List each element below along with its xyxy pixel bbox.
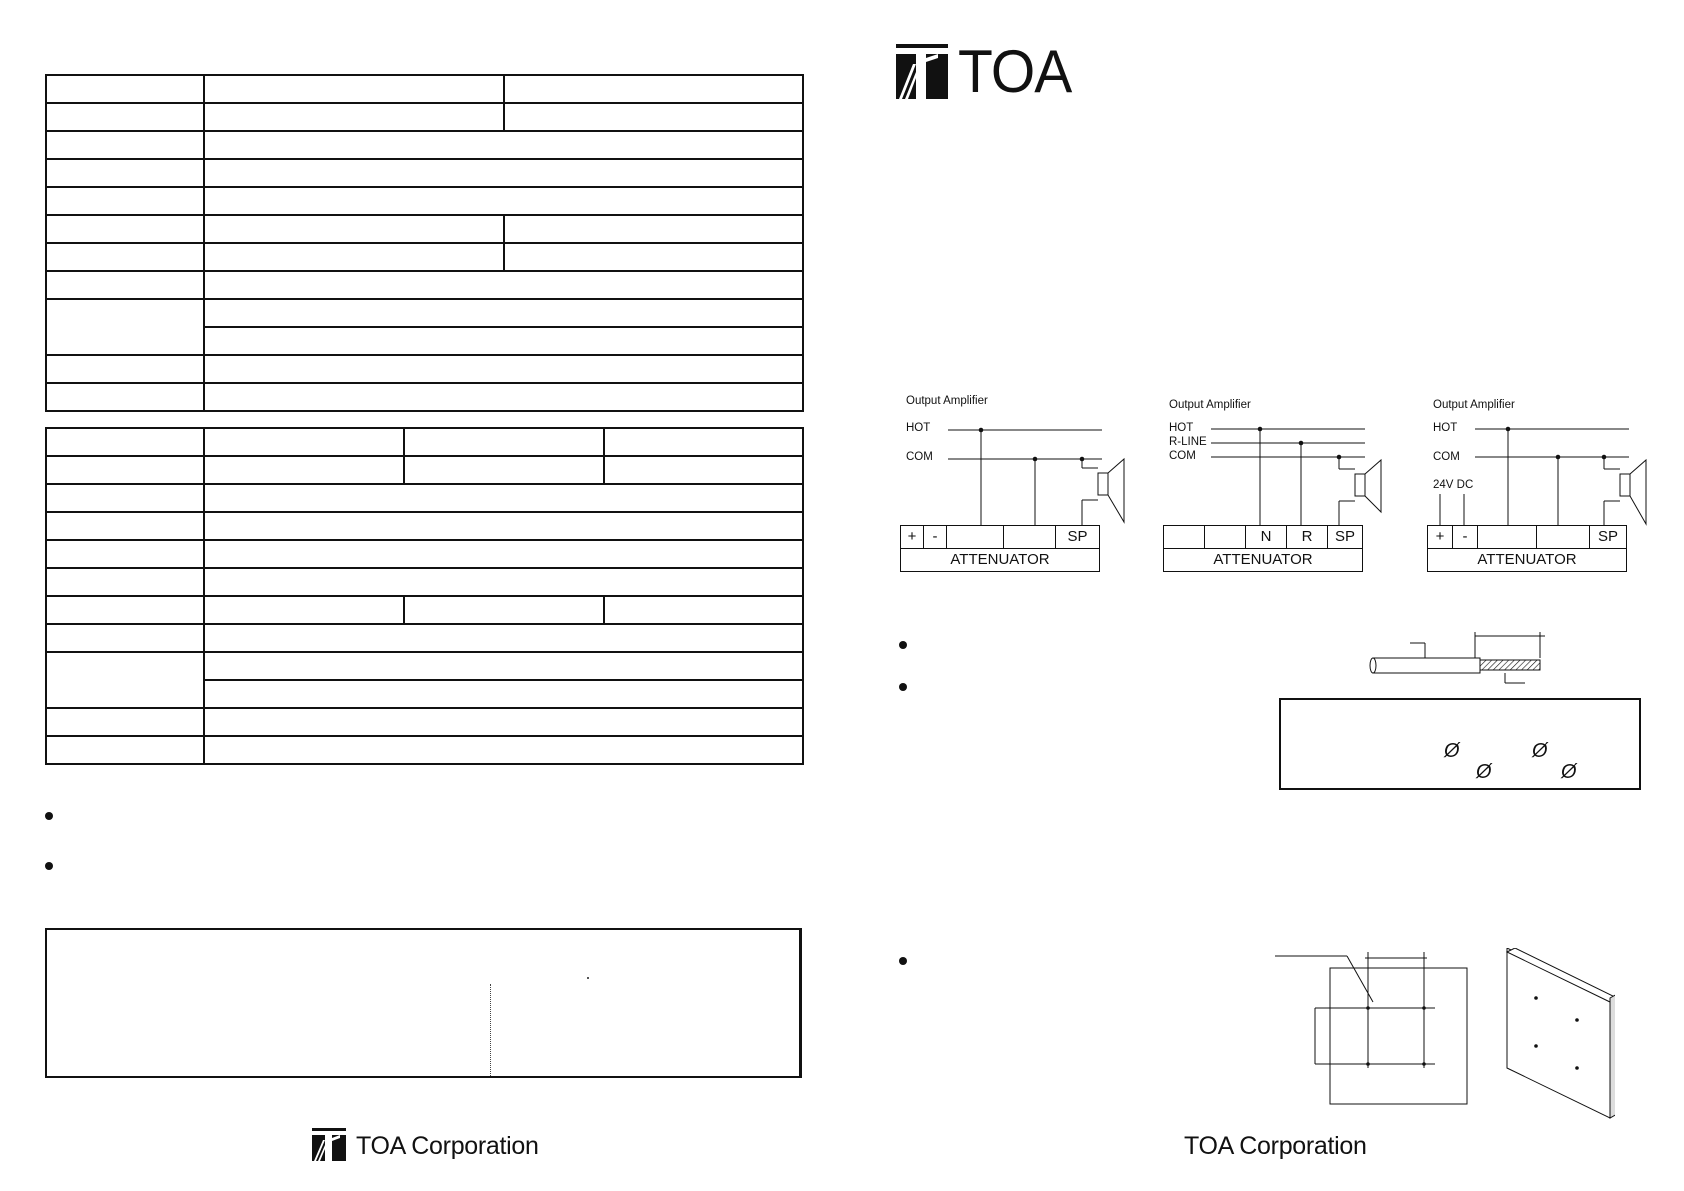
terminal: R [1287, 526, 1328, 548]
table-row [46, 215, 803, 243]
table-row [46, 103, 803, 131]
table-row [46, 596, 803, 624]
line-label: COM [1169, 450, 1196, 462]
table-row [46, 187, 803, 215]
attenuator-block [1427, 525, 1627, 570]
table-row [46, 708, 803, 736]
table-row [46, 484, 803, 512]
terminal: SP [1067, 528, 1088, 545]
screw-symbol: Ø [1444, 740, 1460, 762]
diagram-title: Output Amplifier [1169, 399, 1251, 411]
diagram-title: Output Amplifier [906, 395, 988, 407]
line-label: 24V DC [1433, 479, 1474, 491]
table-row [46, 540, 803, 568]
table-row [46, 131, 803, 159]
toa-logo-mark-icon [896, 44, 948, 99]
bullet [899, 957, 907, 965]
mounting-plate [1279, 698, 1641, 790]
bullet [899, 641, 907, 649]
bullet [45, 862, 53, 870]
attenuator-caption: ATTENUATOR [1163, 548, 1363, 572]
table-row [46, 383, 803, 411]
plate-isometric-icon [1505, 948, 1615, 1123]
terminal: SP [1334, 528, 1355, 545]
screw-symbol: Ø [1561, 761, 1577, 783]
terminal [1004, 526, 1056, 548]
table-row [46, 652, 803, 680]
table-row [46, 299, 803, 327]
terminal [1478, 526, 1537, 548]
logo-text: TOA [958, 38, 1072, 105]
info-box [45, 928, 802, 1078]
dot-mark [587, 977, 589, 979]
cable-strip-diagram [1365, 628, 1545, 686]
wiring-diagram-1 [900, 395, 1140, 580]
bullet [899, 683, 907, 691]
table-row [46, 159, 803, 187]
spec-table-2 [45, 427, 804, 765]
terminal [947, 526, 1004, 548]
screw-symbol: Ø [1476, 761, 1492, 783]
company-name-right: TOA Corporation [1184, 1132, 1367, 1160]
attenuator-caption: ATTENUATOR [900, 548, 1100, 572]
company-name-left: TOA Corporation [356, 1132, 539, 1160]
toa-logo-mark-icon [312, 1128, 346, 1161]
table-row [46, 568, 803, 596]
terminal [1205, 526, 1246, 548]
table-row [46, 243, 803, 271]
terminal: + [901, 526, 924, 548]
terminal: + [1428, 526, 1453, 548]
line-label: COM [1433, 451, 1460, 463]
terminal [1537, 526, 1590, 548]
attenuator-block [1163, 525, 1363, 570]
table-row [46, 512, 803, 540]
table-row [46, 456, 803, 484]
line-label: R-LINE [1169, 436, 1207, 448]
terminal: N [1246, 526, 1287, 548]
screw-symbol: Ø [1532, 740, 1548, 762]
bullet [45, 812, 53, 820]
line-label: HOT [1433, 422, 1458, 434]
table-row [46, 75, 803, 103]
attenuator-caption: ATTENUATOR [1427, 548, 1627, 572]
table-row [46, 355, 803, 383]
mounting-hole-diagram [1275, 948, 1475, 1106]
terminal: - [924, 526, 947, 548]
table-row [46, 736, 803, 764]
spec-table-1 [45, 74, 804, 412]
terminal [1164, 526, 1205, 548]
table-row [46, 271, 803, 299]
diagram-title: Output Amplifier [1433, 399, 1515, 411]
line-label: HOT [906, 422, 931, 434]
wiring-diagram-3 [1427, 399, 1667, 584]
dotted-divider [490, 984, 491, 1076]
table-row [46, 428, 803, 456]
terminal: - [1453, 526, 1478, 548]
line-label: HOT [1169, 422, 1194, 434]
table-row [46, 624, 803, 652]
wiring-diagram-2 [1163, 399, 1403, 584]
line-label: COM [906, 451, 933, 463]
terminal: SP [1597, 528, 1618, 545]
attenuator-block [900, 525, 1100, 570]
